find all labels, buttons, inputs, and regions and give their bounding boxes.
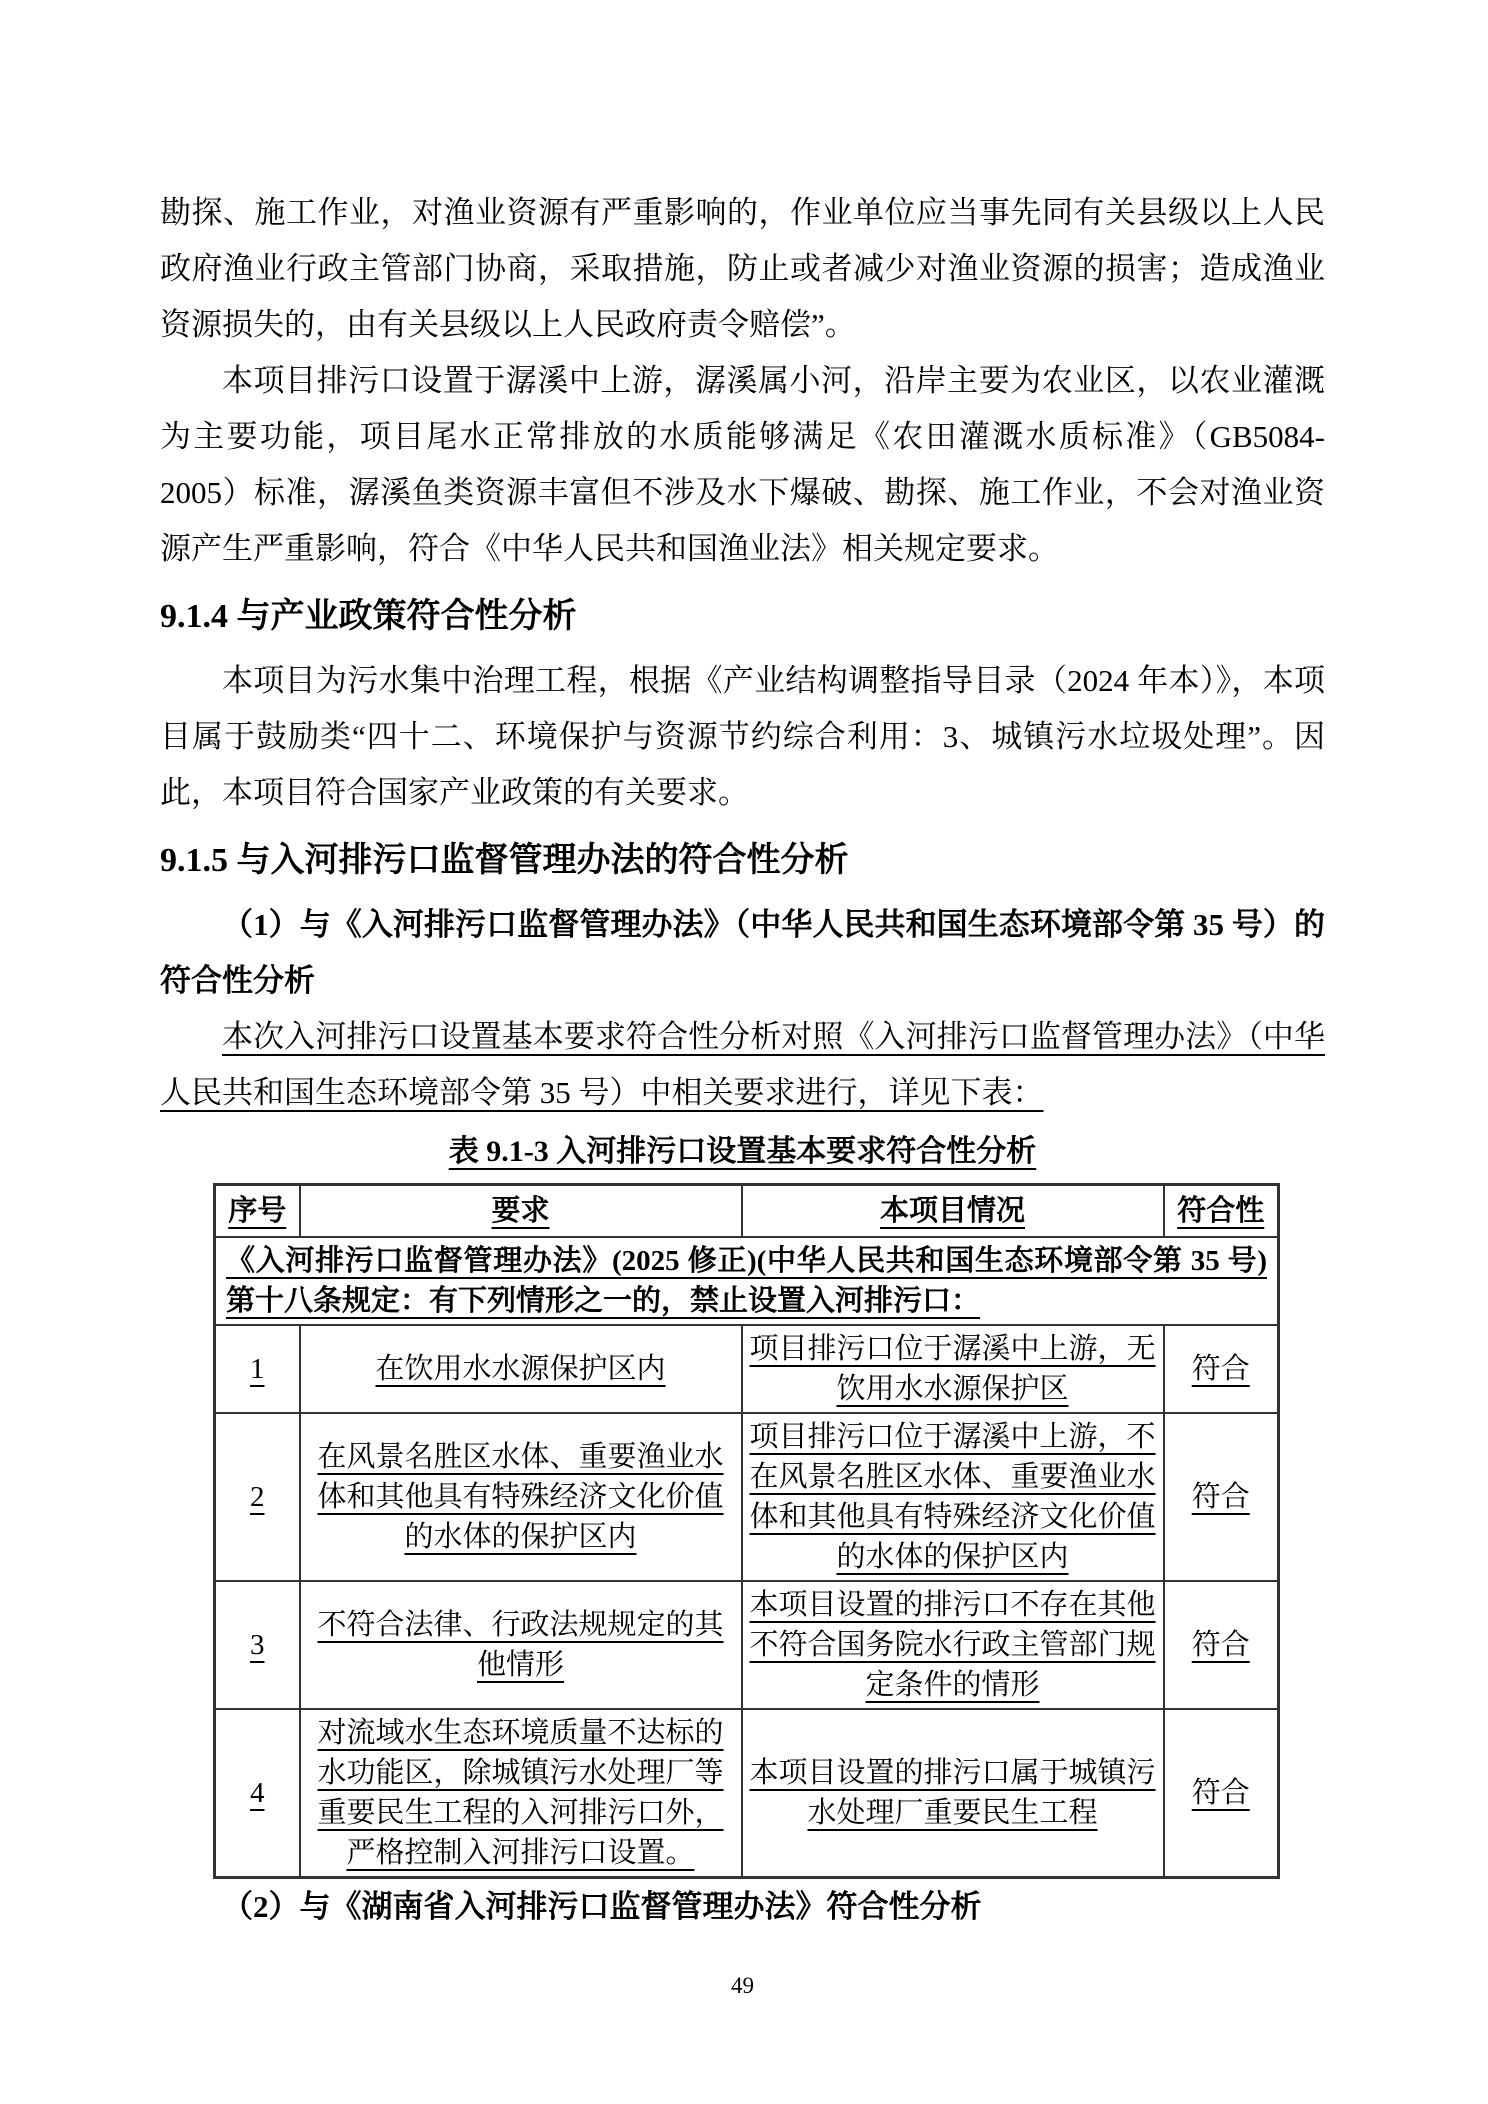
cell-seq: 1 — [215, 1325, 300, 1413]
column-header-project-situation: 本项目情况 — [742, 1185, 1164, 1238]
cell-seq: 2 — [215, 1413, 300, 1581]
table-header-row — [215, 1185, 1279, 1238]
subheading-2-hunan-measures: （2）与《湖南省入河排污口监督管理办法》符合性分析 — [222, 1889, 982, 1924]
column-header-requirement: 要求 — [300, 1185, 742, 1238]
cell-requirement: 在饮用水水源保护区内 — [300, 1325, 742, 1413]
subheading-1-national-measures: （1）与《入河排污口监督管理办法》（中华人民共和国生态环境部令第 35 号）的符合性分析 — [160, 907, 1325, 998]
cell-requirement: 在风景名胜区水体、重要渔业水体和其他具有特殊经济文化价值的水体的保护区内 — [300, 1413, 742, 1581]
page-number: 49 — [731, 1973, 754, 1998]
cell-compliance: 符合 — [1164, 1709, 1279, 1878]
heading-9-1-5: 9.1.5 与入河排污口监督管理办法的符合性分析 — [160, 842, 849, 879]
table-row — [215, 1413, 1279, 1581]
column-header-compliance: 符合性 — [1164, 1185, 1279, 1238]
table-caption — [160, 1129, 1325, 1175]
paragraph-fishery-law-quote: 勘探、施工作业，对渔业资源有严重影响的，作业单位应当事先同有关县级以上人民政府渔业行政主管部门协商，采取措施，防止或者减少对渔业资源的损害；造成渔业资源损失的，由有关县级以上人民政府责令赔偿”。 — [160, 195, 1325, 342]
cell-compliance: 符合 — [1164, 1581, 1279, 1709]
cell-requirement: 不符合法律、行政法规规定的其他情形 — [300, 1581, 742, 1709]
paragraph-project-outfall: 本项目排污口设置于潺溪中上游，潺溪属小河，沿岸主要为农业区，以农业灌溉为主要功能，项目尾水正常排放的水质能够满足《农田灌溉水质标准》（GB5084-2005）标准，潺溪鱼类资源丰富但不涉及水下爆破、勘探、施工作业，不会对渔业资源产生严重影响，符合《中华人民共和国渔业法》相关规定要求。 — [160, 363, 1325, 566]
cell-seq: 3 — [215, 1581, 300, 1709]
table-row — [215, 1581, 1279, 1709]
cell-situation: 项目排污口位于潺溪中上游，不在风景名胜区水体、重要渔业水体和其他具有特殊经济文化价值的水体的保护区内 — [742, 1413, 1164, 1581]
table-caption-text: 表 9.1-3 入河排污口设置基本要求符合性分析 — [448, 1135, 1037, 1168]
paragraph-industrial-policy: 本项目为污水集中治理工程，根据《产业结构调整指导目录（2024 年本）》，本项目属于鼓励类“四十二、环境保护与资源节约综合利用：3、城镇污水垃圾处理”。因此，本项目符合国家产业政策的有关要求。 — [160, 663, 1325, 810]
compliance-table — [213, 1183, 1280, 1879]
paragraph-table-intro: 本次入河排污口设置基本要求符合性分析对照《入河排污口监督管理办法》（中华人民共和国生态环境部令第 35 号）中相关要求进行，详见下表： — [160, 1019, 1325, 1110]
cell-situation: 本项目设置的排污口属于城镇污水处理厂重要民生工程 — [742, 1709, 1164, 1878]
cell-situation: 本项目设置的排污口不存在其他不符合国务院水行政主管部门规定条件的情形 — [742, 1581, 1164, 1709]
table-note-row — [215, 1237, 1279, 1325]
table-row — [215, 1325, 1279, 1413]
cell-situation: 项目排污口位于潺溪中上游，无饮用水水源保护区 — [742, 1325, 1164, 1413]
column-header-seq: 序号 — [215, 1185, 300, 1238]
table-row — [215, 1709, 1279, 1878]
heading-9-1-4: 9.1.4 与产业政策符合性分析 — [160, 598, 577, 635]
cell-requirement: 对流域水生态环境质量不达标的水功能区，除城镇污水处理厂等重要民生工程的入河排污口外，严格控制入河排污口设置。 — [300, 1709, 742, 1878]
cell-compliance: 符合 — [1164, 1413, 1279, 1581]
cell-seq: 4 — [215, 1709, 300, 1878]
table-note: 《入河排污口监督管理办法》(2025 修正)(中华人民共和国生态环境部令第 35 号)第十八条规定：有下列情形之一的，禁止设置入河排污口： — [215, 1237, 1279, 1325]
cell-compliance: 符合 — [1164, 1325, 1279, 1413]
